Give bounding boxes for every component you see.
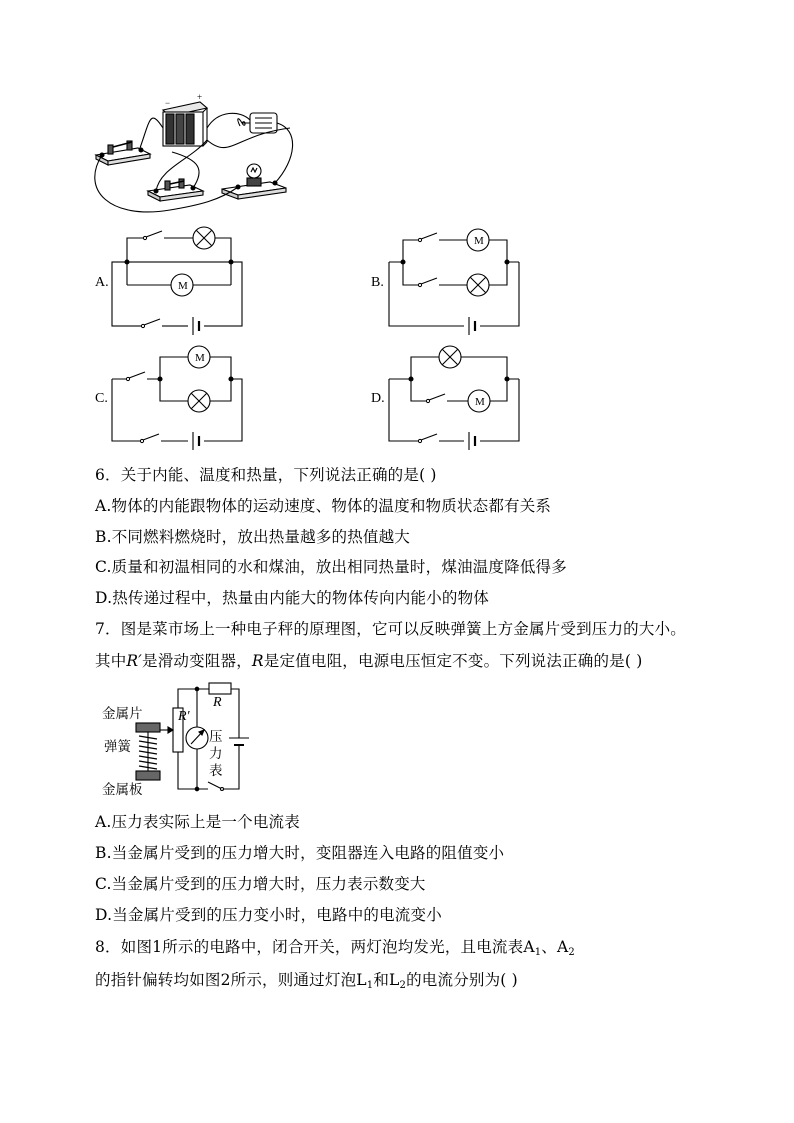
- option-b-label: B.: [371, 275, 384, 290]
- q7-label-spring: 弹簧: [104, 739, 131, 754]
- q7-var-r: R: [251, 652, 264, 670]
- q6-option-a: A.物体的内能跟物体的运动速度、物体的温度和物质状态都有关系: [95, 497, 552, 515]
- q8-stem-line2: 的指针偏转均如图2所示，则通过灯泡$L_1$和$L_2$的电流分别为( ): [95, 971, 518, 991]
- q7-var-rprime: R′: [126, 652, 142, 670]
- q7-meter-char-2: 力: [209, 746, 223, 761]
- option-a-motor-label: M: [178, 280, 188, 292]
- option-c-motor-label: M: [195, 352, 205, 364]
- q7-label-metal-sheet: 金属片: [102, 706, 143, 721]
- option-d-label: D.: [371, 391, 385, 406]
- option-d-motor-label: M: [475, 396, 485, 408]
- option-b-motor-label: M: [474, 235, 484, 247]
- option-c-label: C.: [95, 391, 108, 406]
- q7-stem-line1: 7．图是菜市场上一种电子秤的原理图，它可以反映弹簧上方金属片受到压力的大小。: [95, 620, 686, 638]
- q7-option-a: A.压力表实际上是一个电流表: [95, 813, 300, 831]
- q6-option-c: C.质量和初温相同的水和煤油，放出相同热量时，煤油温度降低得多: [95, 558, 567, 576]
- q8-stem-line1: 8．如图1所示的电路中，闭合开关，两灯泡均发光，且电流表$A_1$、$A_2$: [95, 938, 575, 958]
- battery-minus-sign: −: [165, 98, 171, 108]
- q7-label-rheostat: R′: [178, 709, 190, 724]
- q7-option-c: C.当金属片受到的压力增大时，压力表示数变大: [95, 875, 426, 893]
- q6-option-b: B.不同燃料燃烧时，放出热量越多的热值越大: [95, 528, 411, 546]
- q7-label-resistor: R: [213, 695, 222, 710]
- battery-plus-sign: +: [197, 92, 203, 102]
- option-a-label: A.: [95, 275, 109, 290]
- q7-meter-char-1: 压: [209, 729, 223, 744]
- q7-stem-line2: 其中R′是滑动变阻器，R是定值电阻，电源电压恒定不变。下列说法正确的是( ): [95, 652, 643, 670]
- q7-label-metal-plate: 金属板: [102, 782, 143, 797]
- q6-option-d: D.热传递过程中，热量由内能大的物体传向内能小的物体: [95, 589, 490, 607]
- q7-option-b: B.当金属片受到的压力增大时，变阻器连入电路的阻值变小: [95, 844, 505, 862]
- q7-option-d: D.当金属片受到的压力变小时，电路中的电流变小: [95, 906, 442, 924]
- q7-meter-char-3: 表: [209, 763, 223, 778]
- q6-stem: 6．关于内能、温度和热量，下列说法正确的是( ): [95, 466, 437, 484]
